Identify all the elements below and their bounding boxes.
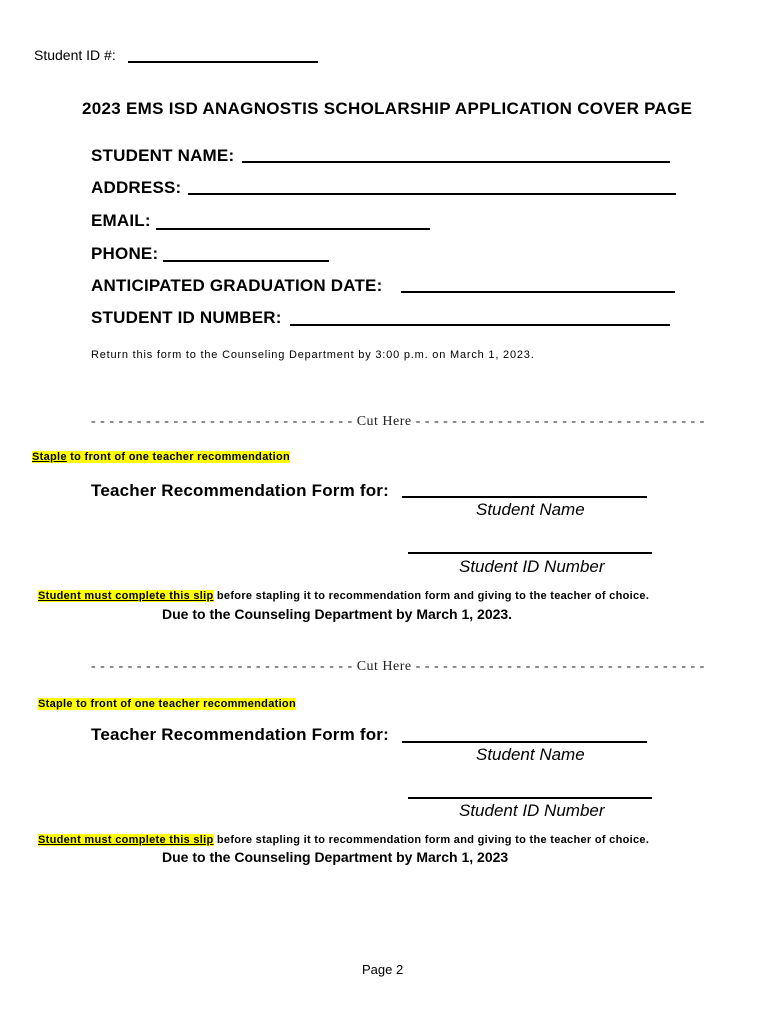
staple-note: [32, 451, 290, 463]
student-name-blank[interactable]: [242, 161, 670, 163]
recommendation-form-label: Teacher Recommendation Form for:: [91, 481, 389, 500]
student-id-number-label: STUDENT ID NUMBER:: [91, 308, 282, 327]
must-complete-highlight: Student must complete this slip: [38, 590, 214, 602]
student-id-number-blank[interactable]: [290, 324, 670, 326]
staple-word: Staple: [32, 451, 67, 463]
phone-label: PHONE:: [91, 244, 159, 263]
email-blank[interactable]: [156, 228, 430, 230]
student-name-caption: Student Name: [476, 745, 585, 764]
instruction-rest: before stapling it to recommendation form and giving to the teacher of choice.: [213, 834, 650, 846]
email-label: EMAIL:: [91, 211, 151, 230]
recommendation-id-blank[interactable]: [408, 552, 652, 554]
due-date: Due to the Counseling Department by March 1, 2023: [162, 849, 509, 865]
page-number: Page 2: [362, 962, 404, 977]
student-name-label: STUDENT NAME:: [91, 146, 235, 165]
due-date: Due to the Counseling Department by March 1, 2023.: [162, 606, 513, 622]
page-title: 2023 EMS ISD ANAGNOSTIS SCHOLARSHIP APPLICATION COVER PAGE: [82, 99, 693, 118]
address-blank[interactable]: [188, 193, 676, 195]
must-complete-highlight: Student must complete this slip: [38, 834, 214, 846]
cut-line: - - - - - - - - - - - - - - - - - - - - - - - - - - - - - Cut Here - - - - - - - - - - - - - - - - - - - - - - - - - - - - - - - -: [91, 659, 705, 674]
recommendation-name-blank[interactable]: [402, 496, 647, 498]
slip-instruction: [38, 834, 649, 846]
recommendation-id-blank[interactable]: [408, 797, 652, 799]
instruction-rest: before stapling it to recommendation form and giving to the teacher of choice.: [213, 590, 650, 602]
student-id-caption: Student ID Number: [459, 801, 605, 820]
graduation-date-label: ANTICIPATED GRADUATION DATE:: [91, 276, 383, 295]
return-note: Return this form to the Counseling Department by 3:00 p.m. on March 1, 2023.: [91, 349, 535, 361]
student-id-caption: Student ID Number: [459, 557, 605, 576]
recommendation-name-blank[interactable]: [402, 741, 647, 743]
cut-line: - - - - - - - - - - - - - - - - - - - - - - - - - - - - - Cut Here - - - - - - - - - - - - - - - - - - - - - - - - - - - - - - - -: [91, 414, 705, 429]
student-id-label: Student ID #:: [34, 47, 116, 63]
slip-instruction: [38, 590, 649, 602]
graduation-date-blank[interactable]: [401, 291, 675, 293]
staple-note-rest: to front of one teacher recommendation: [66, 451, 290, 463]
student-id-blank[interactable]: [128, 61, 318, 63]
recommendation-form-label: Teacher Recommendation Form for:: [91, 725, 389, 744]
phone-blank[interactable]: [163, 260, 329, 262]
staple-note: Staple to front of one teacher recommendation: [38, 698, 296, 710]
address-label: ADDRESS:: [91, 178, 182, 197]
student-name-caption: Student Name: [476, 500, 585, 519]
